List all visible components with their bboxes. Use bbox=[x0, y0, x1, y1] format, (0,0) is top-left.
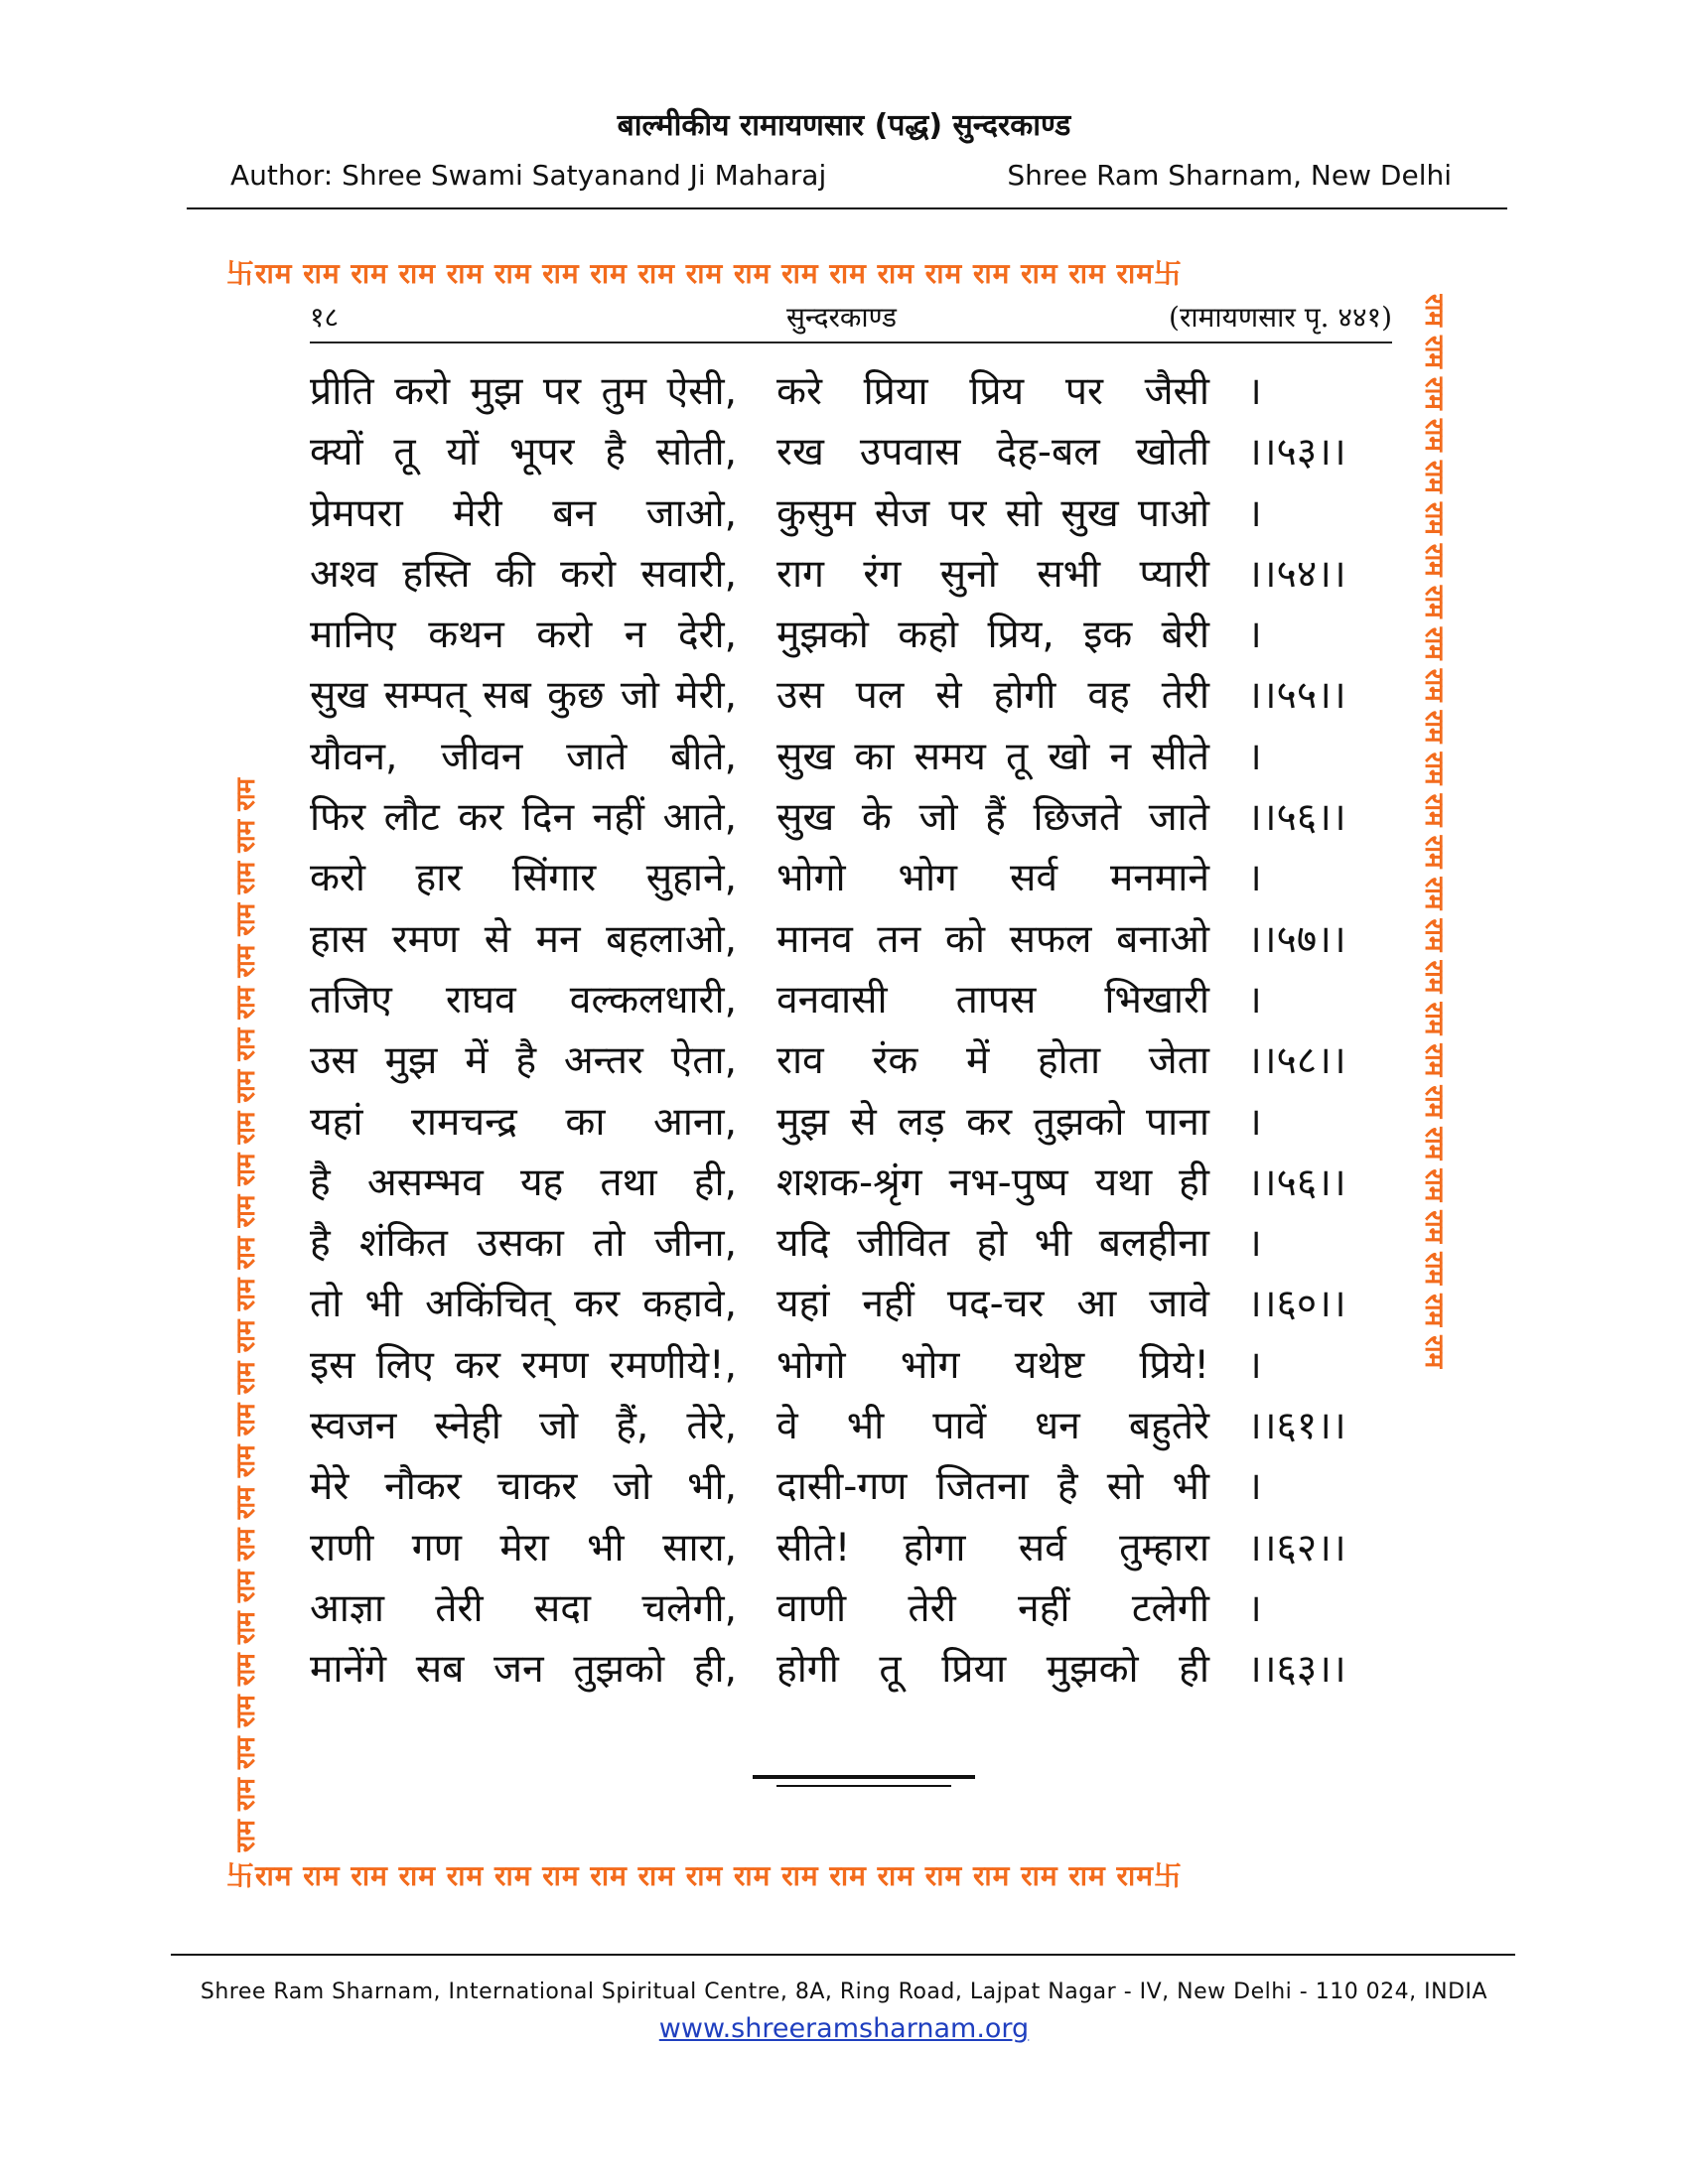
verse-line bbox=[310, 355, 1422, 416]
verse-first-half: फिर लौट कर दिन नहीं आते, bbox=[310, 795, 737, 841]
verse-line bbox=[310, 1268, 1422, 1328]
verse-number: । bbox=[1247, 1099, 1262, 1145]
verse-second-half: राग रंग सुनो सभी प्यारी bbox=[776, 551, 1209, 597]
verse-number: ।।५५।। bbox=[1247, 673, 1346, 719]
verse-second-half: भोगो भोग सर्व मनमाने bbox=[776, 856, 1209, 901]
scanned-page bbox=[226, 246, 1458, 1904]
border-top bbox=[226, 252, 1458, 292]
verse-second-half: भोगो भोग यथेष्ट प्रिये! bbox=[776, 1342, 1209, 1388]
verse-first-half: करो हार सिंगार सुहाने, bbox=[310, 856, 737, 901]
website-link[interactable]: www.shreeramsharnam.org bbox=[658, 2013, 1030, 2044]
author-line: Author: Shree Swami Satyanand Ji Maharaj bbox=[230, 159, 827, 192]
verse-first-half: यहां रामचन्द्र का आना, bbox=[310, 1099, 737, 1145]
verse-first-half: क्यों तू यों भूपर है सोती, bbox=[310, 430, 737, 476]
verse-number: । bbox=[1247, 490, 1262, 536]
verse-first-half: सुख सम्पत् सब कुछ जो मेरी, bbox=[310, 673, 737, 719]
verse-second-half: उस पल से होगी वह तेरी bbox=[776, 673, 1209, 719]
verse-line bbox=[310, 659, 1422, 720]
end-ornament-bar bbox=[776, 1785, 951, 1787]
verse-second-half: वे भी पावें धन बहुतेरे bbox=[776, 1404, 1209, 1449]
verse-first-half: मेरे नौकर चाकर जो भी, bbox=[310, 1464, 737, 1510]
verse-first-half: तो भी अकिंचित् कर कहावे, bbox=[310, 1282, 737, 1327]
end-ornament-bar bbox=[753, 1775, 975, 1779]
border-text: राम राम राम राम राम राम राम राम राम राम राम राम राम राम राम राम राम राम राम bbox=[255, 1859, 1154, 1892]
verse-first-half: है शंकित उसका तो जीना, bbox=[310, 1221, 737, 1267]
verse-first-half: तजिए राघव वल्कलधारी, bbox=[310, 977, 737, 1023]
verse-number: ।।५४।। bbox=[1247, 551, 1346, 597]
scan-header-divider bbox=[310, 341, 1392, 343]
verse-number: ।।६२।। bbox=[1247, 1525, 1346, 1570]
verse-line bbox=[310, 964, 1422, 1024]
verse-first-half: प्रेमपरा मेरी बन जाओ, bbox=[310, 490, 737, 536]
verse-line bbox=[310, 478, 1422, 538]
verse-first-half: अश्व हस्ति की करो सवारी, bbox=[310, 551, 737, 597]
border-left: राम राम राम राम राम राम राम राम राम राम राम राम राम राम राम राम राम राम राम राम राम राम राम राम राम राम bbox=[231, 777, 261, 1852]
verse-first-half: आज्ञा तेरी सदा चलेगी, bbox=[310, 1585, 737, 1631]
verse-second-half: यदि जीवित हो भी बलहीना bbox=[776, 1221, 1209, 1267]
verse-second-half: राव रंक में होता जेता bbox=[776, 1038, 1209, 1084]
verse-line bbox=[310, 721, 1422, 781]
verse-second-half: रख उपवास देह-बल खोती bbox=[776, 430, 1209, 476]
verse-number: । bbox=[1247, 1464, 1262, 1510]
verse-line bbox=[310, 1450, 1422, 1511]
verse-line bbox=[310, 1633, 1422, 1694]
verse-number: । bbox=[1247, 1221, 1262, 1267]
verse-number: ।।५३।। bbox=[1247, 430, 1346, 476]
verse-first-half: हास रमण से मन बहलाओ, bbox=[310, 916, 737, 962]
verse-first-half: उस मुझ में है अन्तर ऐता, bbox=[310, 1038, 737, 1084]
verse-number: । bbox=[1247, 1342, 1262, 1388]
verse-second-half: दासी-गण जितना है सो भी bbox=[776, 1464, 1209, 1510]
verse-first-half: मानिए कथन करो न देरी, bbox=[310, 613, 737, 658]
verse-second-half: मुझ से लड़ कर तुझको पाना bbox=[776, 1099, 1209, 1145]
scan-section-title: सुन्दरकाण्ड bbox=[786, 301, 897, 334]
verse-number: । bbox=[1247, 613, 1262, 658]
verse-second-half: मुझको कहो प्रिय, इक बेरी bbox=[776, 613, 1209, 658]
verse-second-half: वाणी तेरी नहीं टलेगी bbox=[776, 1585, 1209, 1631]
verse-number: ।।५६।। bbox=[1247, 1160, 1346, 1205]
document-title: बाल्मीकीय रामायणसार (पद्ध) सुन्दरकाण्ड bbox=[617, 108, 1071, 143]
verse-number: । bbox=[1247, 734, 1262, 779]
verse-line bbox=[310, 1512, 1422, 1572]
header-divider bbox=[187, 207, 1507, 209]
scan-page-header bbox=[310, 296, 1392, 340]
verse-line bbox=[310, 842, 1422, 902]
end-ornament bbox=[753, 1775, 975, 1793]
verse-line bbox=[310, 1390, 1422, 1450]
verse-second-half: करे प्रिया प्रिय पर जैसी bbox=[776, 369, 1209, 414]
verse-second-half: वनवासी तापस भिखारी bbox=[776, 977, 1209, 1023]
scan-page-number: १८ bbox=[310, 301, 340, 334]
border-right: राम राम राम राम राम राम राम राम राम राम राम राम राम राम राम राम राम राम राम राम राम राम राम राम राम राम bbox=[1419, 294, 1449, 1369]
verse-second-half: कुसुम सेज पर सो सुख पाओ bbox=[776, 490, 1209, 536]
footer-address: Shree Ram Sharnam, International Spiritual Centre, 8A, Ring Road, Lajpat Nagar - IV, New Delhi - 110 024, INDIA bbox=[200, 1979, 1488, 2004]
verse-number: ।।६३।। bbox=[1247, 1647, 1346, 1693]
verse-second-half: सुख के जो हैं छिजते जाते bbox=[776, 795, 1209, 841]
swastika-icon: 卐 bbox=[226, 1859, 256, 1892]
verse-first-half: मानेंगे सब जन तुझको ही, bbox=[310, 1647, 737, 1693]
swastika-icon: 卐 bbox=[1154, 257, 1184, 290]
verse-line bbox=[310, 903, 1422, 964]
verse-line bbox=[310, 781, 1422, 842]
verse-first-half: यौवन, जीवन जाते बीते, bbox=[310, 734, 737, 779]
verse-line bbox=[310, 1207, 1422, 1268]
verse-list bbox=[310, 355, 1422, 1695]
swastika-icon: 卐 bbox=[226, 257, 256, 290]
verse-second-half: मानव तन को सफल बनाओ bbox=[776, 916, 1209, 962]
verse-number: ।।५६।। bbox=[1247, 795, 1346, 841]
verse-number: ।।६०।। bbox=[1247, 1282, 1346, 1327]
organization-line: Shree Ram Sharnam, New Delhi bbox=[1007, 159, 1452, 192]
scan-reference: (रामायणसार पृ. ४४१) bbox=[1169, 301, 1392, 334]
verse-line bbox=[310, 416, 1422, 477]
verse-second-half: सुख का समय तू खो न सीते bbox=[776, 734, 1209, 779]
verse-number: । bbox=[1247, 1585, 1262, 1631]
verse-line bbox=[310, 1086, 1422, 1147]
verse-second-half: शशक-श्रृंग नभ-पुष्प यथा ही bbox=[776, 1160, 1209, 1205]
verse-second-half: सीते! होगा सर्व तुम्हारा bbox=[776, 1525, 1209, 1570]
verse-number: । bbox=[1247, 977, 1262, 1023]
verse-line bbox=[310, 1572, 1422, 1633]
verse-line bbox=[310, 1147, 1422, 1207]
verse-first-half: इस लिए कर रमण रमणीये!, bbox=[310, 1342, 737, 1388]
verse-number: ।।५७।। bbox=[1247, 916, 1346, 962]
footer-divider bbox=[171, 1954, 1515, 1956]
verse-first-half: स्वजन स्नेही जो हैं, तेरे, bbox=[310, 1404, 737, 1449]
verse-first-half: राणी गण मेरा भी सारा, bbox=[310, 1525, 737, 1570]
verse-line bbox=[310, 1329, 1422, 1390]
verse-line bbox=[310, 599, 1422, 659]
border-bottom bbox=[226, 1854, 1458, 1894]
verse-second-half: होगी तू प्रिया मुझको ही bbox=[776, 1647, 1209, 1693]
verse-number: ।।५८।। bbox=[1247, 1038, 1346, 1084]
verse-first-half: प्रीति करो मुझ पर तुम ऐसी, bbox=[310, 369, 737, 414]
verse-number: । bbox=[1247, 369, 1262, 414]
verse-second-half: यहां नहीं पद-चर आ जावे bbox=[776, 1282, 1209, 1327]
verse-number: ।।६१।। bbox=[1247, 1404, 1346, 1449]
verse-first-half: है असम्भव यह तथा ही, bbox=[310, 1160, 737, 1205]
verse-line bbox=[310, 1024, 1422, 1085]
verse-number: । bbox=[1247, 856, 1262, 901]
swastika-icon: 卐 bbox=[1154, 1859, 1184, 1892]
border-text: राम राम राम राम राम राम राम राम राम राम राम राम राम राम राम राम राम राम राम bbox=[255, 257, 1154, 290]
verse-line bbox=[310, 538, 1422, 599]
